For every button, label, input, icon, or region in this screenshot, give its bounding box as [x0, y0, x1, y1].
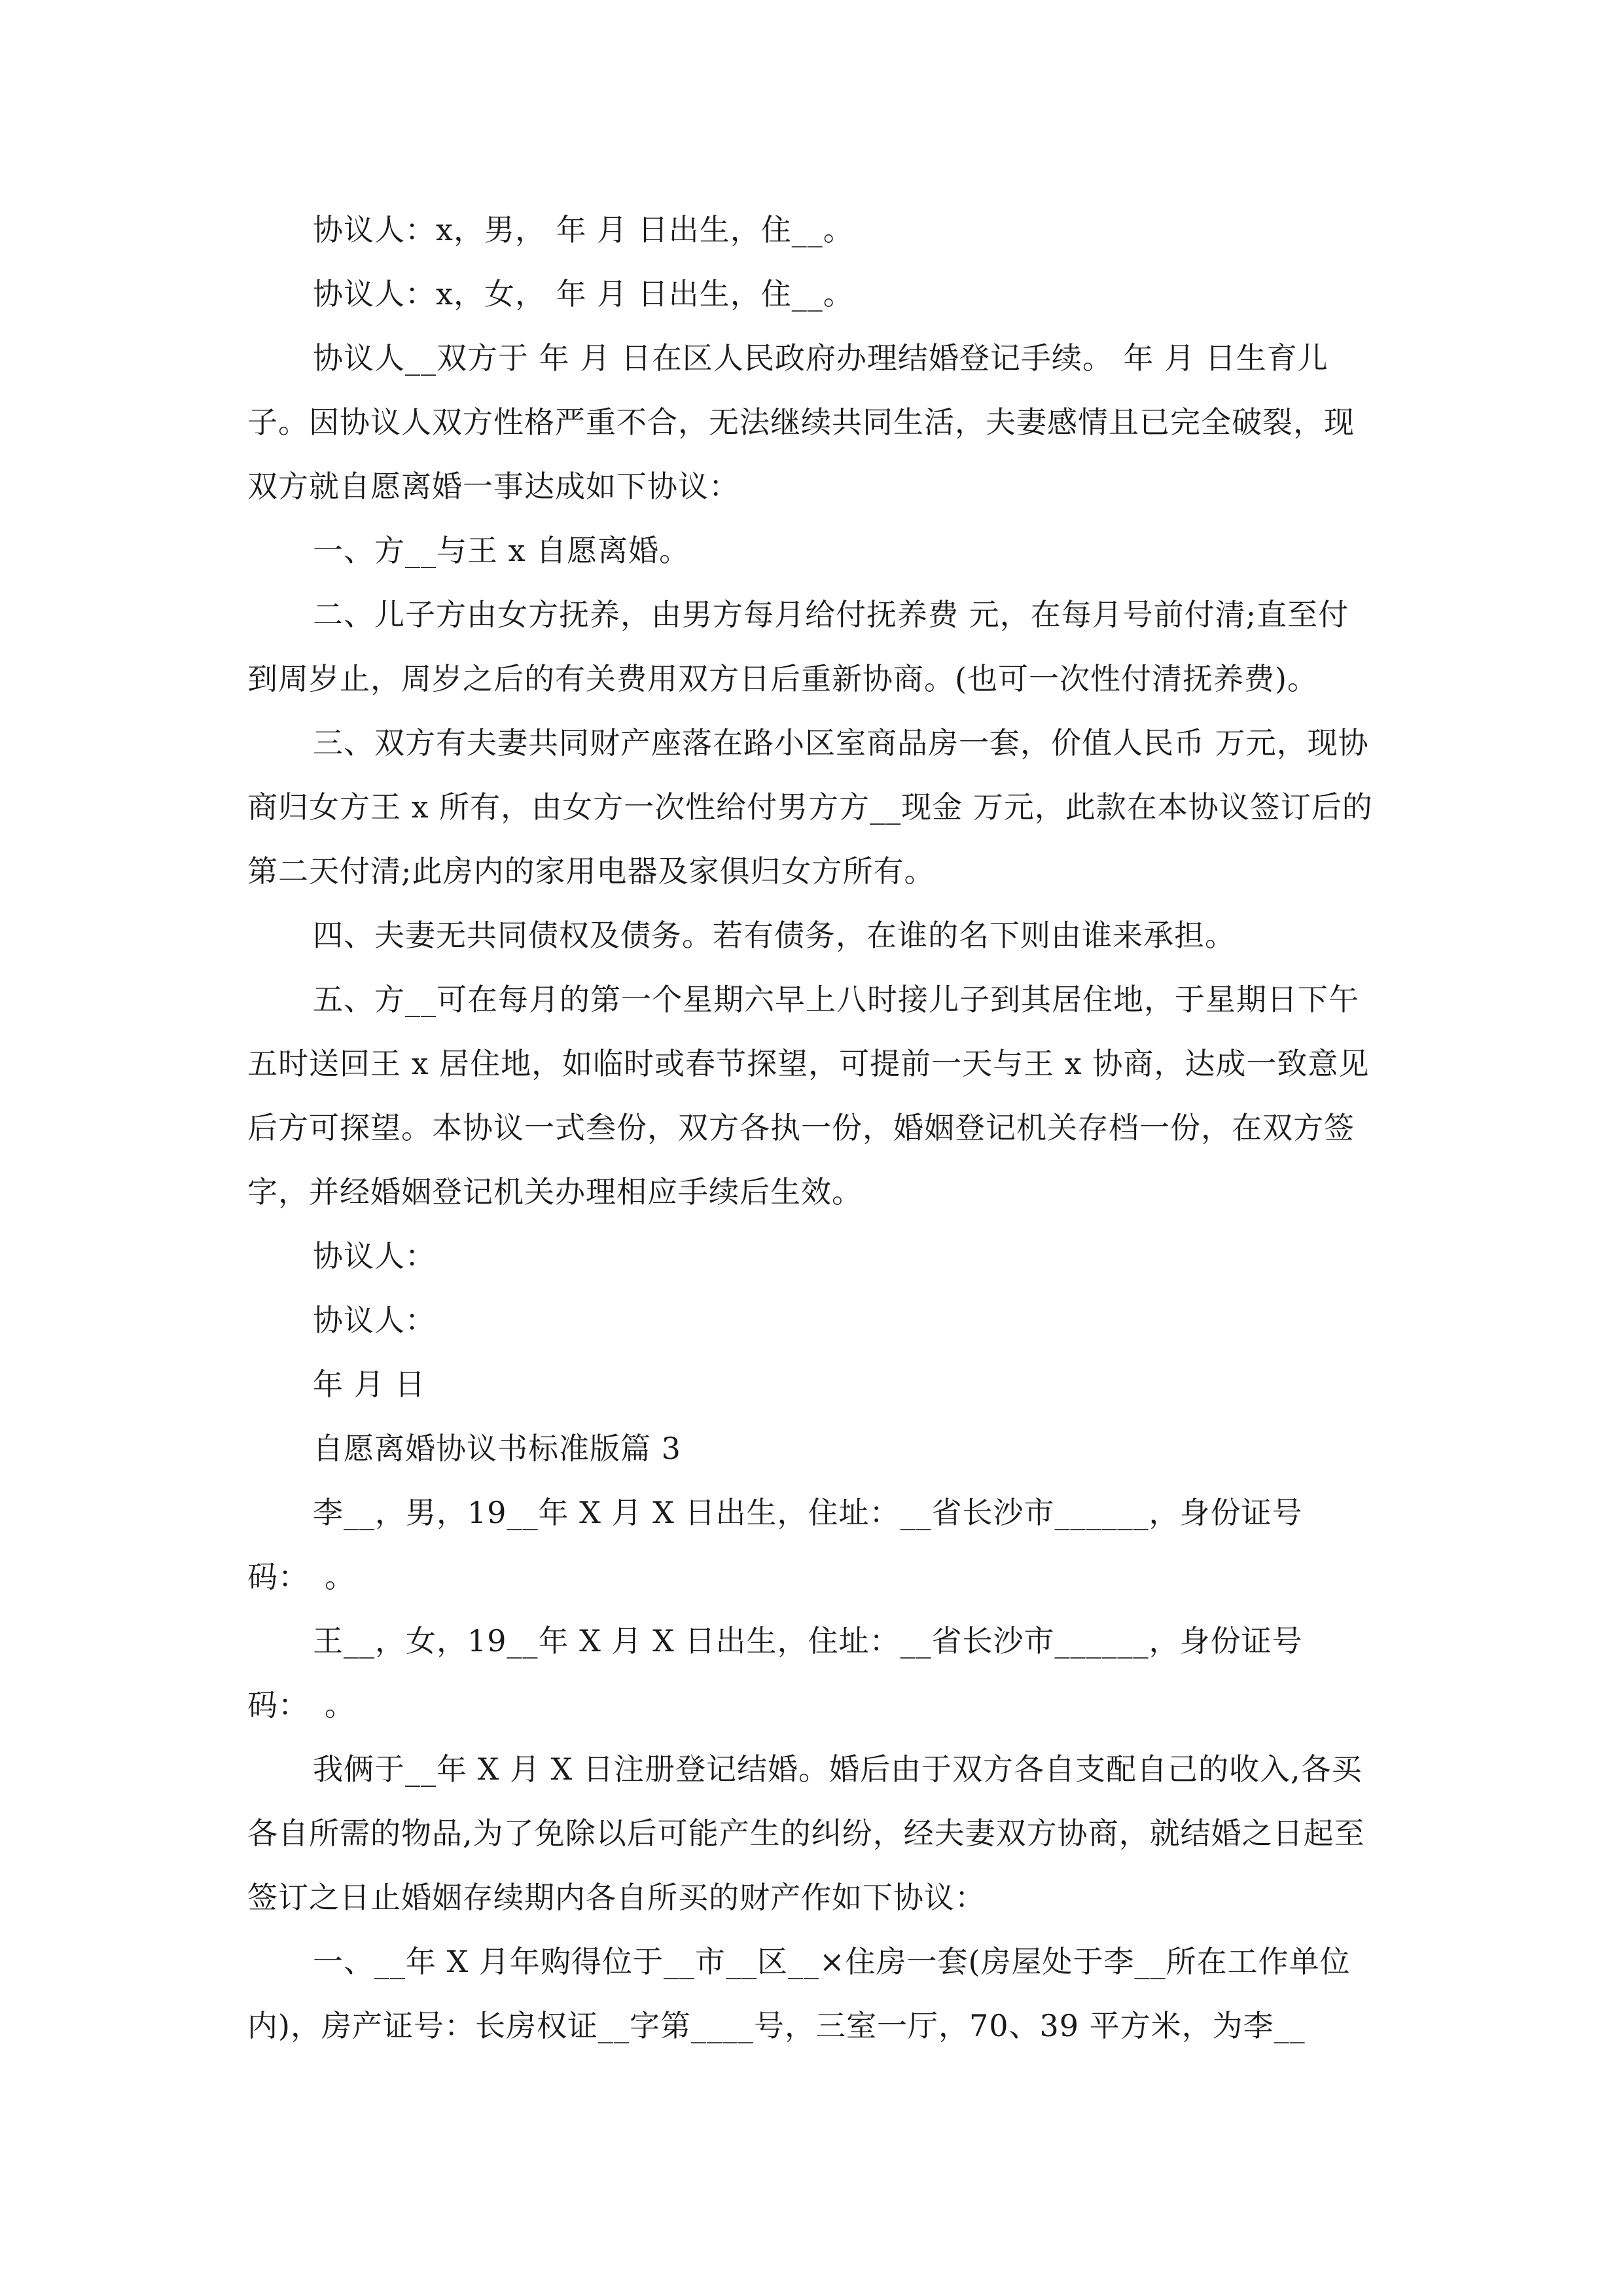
clause-5: 五、方__可在每月的第一个星期六早上八时接儿子到其居住地，于星期日下午五时送回王 x 居住地，如临时或春节探望，可提前一天与王 x 协商，达成一致意见后方可探望。本协议一式叁份，双方各执一份，婚姻登记机关存档一份，在双方签字，并经婚姻登记机关办理相应手续后生效。: [247, 982, 1370, 1210]
party-line-li: 李__，男，19__年 X 月 X 日出生，住址：__省长沙市______，身份证号码： 。: [247, 1495, 1303, 1594]
document-body: [247, 198, 1380, 2058]
clause-2: 二、儿子方由女方抚养，由男方每月给付抚养费 元，在每月号前付清;直至付到周岁止，周岁之后的有关费用双方日后重新协商。(也可一次性付清抚养费)。: [247, 597, 1349, 696]
section-title: 自愿离婚协议书标准版篇 3: [313, 1431, 681, 1466]
party-line-wang: 王__，女，19__年 X 月 X 日出生，住址：__省长沙市______，身份证号码： 。: [247, 1623, 1303, 1723]
party-line-male: 协议人：x，男， 年 月 日出生，住__。: [313, 212, 854, 247]
marriage-statement: 我俩于__年 X 月 X 日注册登记结婚。婚后由于双方各自支配自己的收入,各买各自所需的物品,为了免除以后可能产生的纠纷，经夫妻双方协商，就结婚之日起至签订之日止婚姻存续期内各自所买的财产作如下协议：: [247, 1751, 1365, 1915]
signature-line-1: 协议人：: [313, 1238, 436, 1274]
clause-4: 四、夫妻无共同债权及债务。若有债务，在谁的名下则由谁来承担。: [313, 918, 1236, 953]
clause-3: 三、双方有夫妻共同财产座落在路小区室商品房一套，价值人民币 万元，现协商归女方王 x 所有，由女方一次性给付男方方__现金 万元，此款在本协议签订后的第二天付清;此房内的家用电器及家俱归女方所有。: [247, 725, 1373, 889]
clause-1: 一、方__与王 x 自愿离婚。: [313, 533, 690, 568]
property-clause-1: 一、__年 X 月年购得位于__市__区__×住房一套(房屋处于李__所在工作单位内)，房产证号：长房权证__字第____号，三室一厅，70、39 平方米，为李__: [247, 1944, 1351, 2043]
preamble-paragraph: 协议人__双方于 年 月 日在区人民政府办理结婚登记手续。 年 月 日生育儿子。因协议人双方性格严重不合，无法继续共同生活，夫妻感情且已完全破裂，现双方就自愿离婚一事达成如下协议：: [247, 340, 1355, 504]
party-line-female: 协议人：x，女， 年 月 日出生，住__。: [313, 276, 854, 312]
date-line: 年 月 日: [313, 1367, 426, 1402]
signature-line-2: 协议人：: [313, 1302, 436, 1338]
